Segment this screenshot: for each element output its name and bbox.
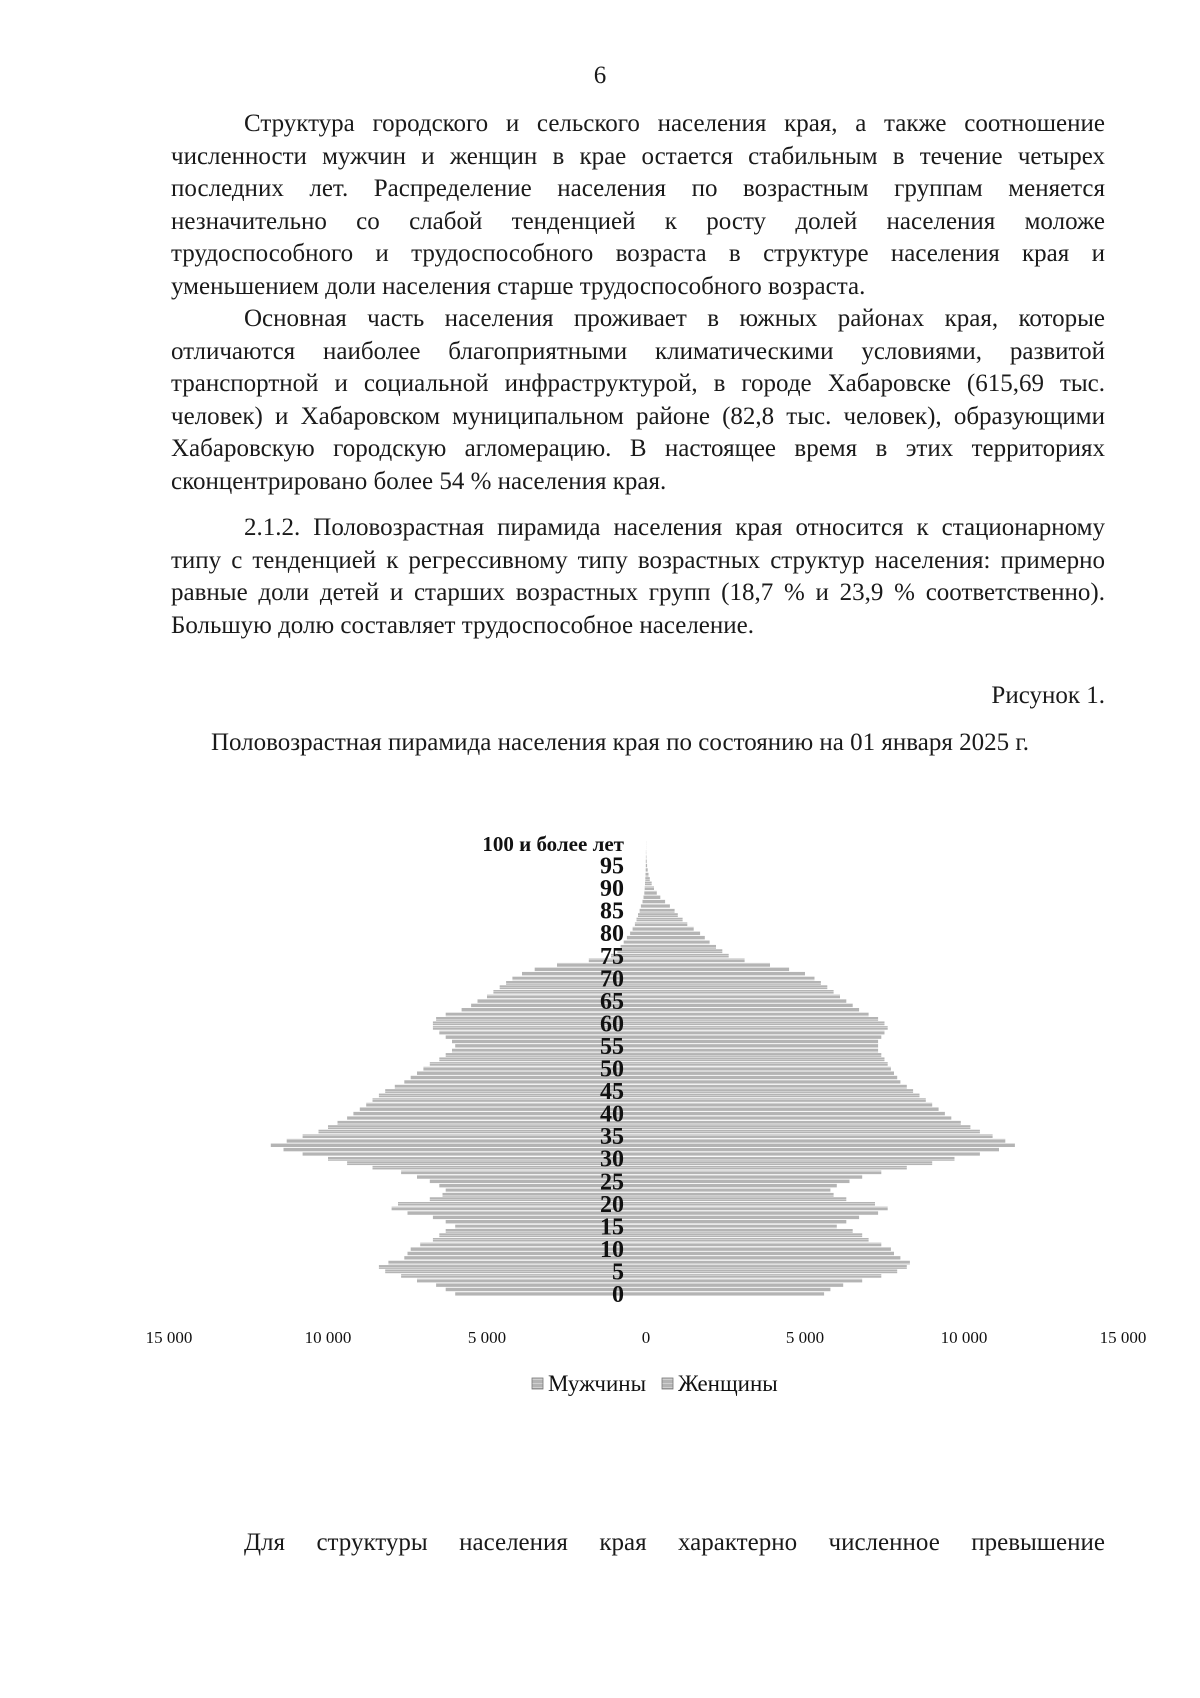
age-tick-label: 30 — [600, 1146, 624, 1173]
age-tick-label: 40 — [600, 1101, 624, 1128]
female-bar-age-20 — [646, 1202, 875, 1206]
age-tick-label: 80 — [600, 921, 624, 948]
female-bar-age-61 — [646, 1017, 878, 1021]
age-tick-label: 20 — [600, 1191, 624, 1218]
female-bar-age-65 — [646, 999, 846, 1003]
female-bar-age-89 — [646, 891, 657, 895]
female-bar-age-36 — [646, 1130, 980, 1134]
female-bar-age-23 — [646, 1188, 830, 1192]
female-bar-age-39 — [646, 1116, 951, 1120]
female-bar-age-7 — [646, 1261, 910, 1265]
paragraph-2: Основная часть населения проживает в южных районах края, которые отличаются наиболее благоприятными климатическими условиями, развитой транспортной и социальной инфраструктурой, в городе Хабаровске (615,69 тыс. человек) и Хабаровском муниципальном районе (82,8 тыс. человек), образующими Хабаровскую городскую агломерацию. В настоящее время в этих территориях сконцентрировано более 54 % населения края. — [171, 305, 1105, 495]
male-bar-age-72 — [535, 967, 646, 971]
female-bar-age-0 — [646, 1292, 824, 1296]
female-bar-age-75 — [646, 954, 729, 958]
paragraph-3: 2.1.2. Половозрастная пирамида населения края относится к стационарному типу с тенденцией к регрессивному типу возрастных структур населения: примерно равные доли детей и старших возрастных групп (18,7 % и 23,9 % соответственно). Большую долю составляет трудоспособное население. — [171, 514, 1105, 639]
legend-label: Женщины — [678, 1371, 778, 1396]
female-bar-age-29 — [646, 1161, 932, 1165]
male-bar-age-92 — [645, 877, 646, 881]
female-bar-age-73 — [646, 963, 770, 967]
female-bar-age-15 — [646, 1225, 837, 1229]
female-bar-age-26 — [646, 1175, 862, 1179]
female-bar-age-87 — [646, 900, 665, 904]
figure-caption: Половозрастная пирамида населения края по состоянию на 01 января 2025 г. — [210, 729, 1030, 756]
female-bar-age-6 — [646, 1265, 907, 1269]
female-bar-age-58 — [646, 1031, 885, 1035]
female-bar-age-88 — [646, 895, 660, 899]
male-bar-age-34 — [287, 1139, 646, 1143]
female-bar-age-53 — [646, 1053, 881, 1057]
male-bar-age-5 — [385, 1270, 646, 1274]
female-bar-age-79 — [646, 936, 705, 940]
male-bar-age-85 — [640, 909, 646, 913]
female-bar-age-1 — [646, 1288, 830, 1292]
male-bar-age-69 — [506, 981, 646, 985]
female-bar-age-50 — [646, 1067, 891, 1071]
legend-label: Мужчины — [548, 1371, 647, 1396]
male-bar-age-83 — [637, 918, 647, 922]
female-bar-age-80 — [646, 931, 700, 935]
female-bar-age-62 — [646, 1013, 869, 1017]
population-pyramid-chart — [0, 820, 1200, 1500]
age-tick-label: 15 — [600, 1214, 624, 1241]
male-bar-age-32 — [284, 1148, 647, 1152]
age-tick-label: 90 — [600, 876, 624, 903]
female-bar-age-81 — [646, 927, 694, 931]
female-bar-age-19 — [646, 1207, 888, 1211]
female-bar-age-43 — [646, 1098, 926, 1102]
female-bar-age-49 — [646, 1071, 894, 1075]
female-bar-age-78 — [646, 940, 710, 944]
male-bar-age-91 — [645, 882, 646, 886]
female-bar-age-95 — [646, 864, 647, 868]
age-tick-label: 100 и более лет — [482, 832, 624, 856]
female-bar-age-33 — [646, 1143, 1015, 1147]
age-tick-label: 0 — [612, 1282, 624, 1308]
female-bar-age-13 — [646, 1234, 862, 1238]
female-bar-age-71 — [646, 972, 805, 976]
age-tick-label: 85 — [600, 898, 624, 925]
female-bar-age-41 — [646, 1107, 939, 1111]
female-bar-age-91 — [646, 882, 652, 886]
male-bar-age-93 — [646, 873, 647, 877]
x-tick-label: 10 000 — [940, 1328, 988, 1347]
female-bar-age-76 — [646, 949, 722, 953]
age-tick-label: 25 — [600, 1169, 624, 1196]
female-bar-age-45 — [646, 1089, 913, 1093]
female-bar-age-4 — [646, 1274, 881, 1278]
female-bar-age-14 — [646, 1229, 853, 1233]
female-bar-age-2 — [646, 1283, 843, 1287]
female-bar-age-31 — [646, 1152, 980, 1156]
female-bar-age-3 — [646, 1279, 862, 1283]
female-bar-age-5 — [646, 1270, 897, 1274]
female-bar-age-10 — [646, 1247, 891, 1251]
female-bar-age-86 — [646, 904, 670, 908]
female-bar-age-59 — [646, 1026, 888, 1030]
female-bar-age-67 — [646, 990, 834, 994]
female-bar-age-34 — [646, 1139, 1005, 1143]
age-tick-label: 10 — [600, 1236, 624, 1263]
female-bar-age-54 — [646, 1049, 878, 1053]
female-bar-age-48 — [646, 1076, 897, 1080]
female-bar-age-82 — [646, 922, 687, 926]
female-bar-age-96 — [646, 859, 647, 863]
male-bar-age-89 — [644, 891, 646, 895]
female-bar-age-32 — [646, 1148, 999, 1152]
legend-swatch — [662, 1378, 673, 1389]
male-bar-age-33 — [271, 1143, 646, 1147]
female-bar-age-12 — [646, 1238, 869, 1242]
male-bar-age-90 — [645, 886, 646, 890]
male-bar-age-70 — [512, 977, 646, 981]
female-bar-age-22 — [646, 1193, 834, 1197]
female-bar-age-51 — [646, 1062, 888, 1066]
female-bar-age-37 — [646, 1125, 970, 1129]
female-bar-age-92 — [646, 877, 650, 881]
female-bar-age-57 — [646, 1035, 881, 1039]
male-bar-age-81 — [633, 927, 646, 931]
male-bar-age-79 — [627, 936, 646, 940]
male-bar-age-35 — [303, 1134, 646, 1138]
female-bar-age-47 — [646, 1080, 900, 1084]
female-bar-age-77 — [646, 945, 716, 949]
male-bar-age-78 — [624, 940, 646, 944]
female-bar-age-40 — [646, 1112, 945, 1116]
age-tick-label: 60 — [600, 1011, 624, 1038]
figure-label: Рисунок 1. — [991, 682, 1105, 709]
male-bar-age-82 — [635, 922, 646, 926]
female-bar-age-17 — [646, 1216, 859, 1220]
female-bar-age-84 — [646, 913, 678, 917]
male-bar-age-68 — [500, 986, 646, 990]
male-bar-age-86 — [641, 904, 646, 908]
legend-swatch — [532, 1378, 543, 1389]
female-bar-age-27 — [646, 1170, 881, 1174]
age-tick-label: 70 — [600, 966, 624, 993]
female-bar-age-24 — [646, 1184, 837, 1188]
male-bar-age-4 — [401, 1274, 646, 1278]
male-bar-age-80 — [630, 931, 646, 935]
female-bar-age-69 — [646, 981, 821, 985]
x-tick-label: 10 000 — [304, 1328, 352, 1347]
male-bar-age-31 — [303, 1152, 646, 1156]
age-tick-label: 45 — [600, 1079, 624, 1106]
x-tick-label: 5 000 — [785, 1328, 825, 1347]
female-bar-age-72 — [646, 967, 789, 971]
paragraph-4: Для структуры населения края характерно численное превышение — [244, 1529, 1105, 1556]
male-bar-age-36 — [319, 1130, 647, 1134]
x-tick-label: 5 000 — [467, 1328, 507, 1347]
male-bar-age-30 — [328, 1157, 646, 1161]
female-bar-age-18 — [646, 1211, 878, 1215]
female-bar-age-16 — [646, 1220, 846, 1224]
x-tick-label: 15 000 — [145, 1328, 193, 1347]
male-bar-age-37 — [328, 1125, 646, 1129]
female-bar-age-25 — [646, 1179, 850, 1183]
female-bar-age-11 — [646, 1243, 881, 1247]
age-tick-label: 35 — [600, 1124, 624, 1151]
male-bar-age-87 — [643, 900, 647, 904]
male-bar-age-84 — [638, 913, 646, 917]
female-bar-age-44 — [646, 1094, 920, 1098]
female-bar-age-38 — [646, 1121, 961, 1125]
age-tick-label: 55 — [600, 1034, 624, 1060]
age-tick-label: 75 — [600, 943, 624, 970]
female-bar-age-21 — [646, 1197, 846, 1201]
female-bar-age-46 — [646, 1085, 907, 1089]
female-bar-age-9 — [646, 1252, 894, 1256]
female-bar-age-30 — [646, 1157, 955, 1161]
female-bar-age-60 — [646, 1022, 885, 1026]
male-bar-age-6 — [379, 1265, 646, 1269]
female-bar-age-56 — [646, 1040, 878, 1044]
female-bar-age-93 — [646, 873, 649, 877]
male-bar-age-71 — [522, 972, 646, 976]
female-bar-age-68 — [646, 986, 827, 990]
paragraph-1: Структура городского и сельского населения края, а также соотношение численности мужчин и женщин в крае остается стабильным в течение четырех последних лет. Распределение населения по возрастным группам меняется незначительно со слабой тенденцией к росту долей населения моложе трудоспособного и трудоспособного возраста в структуре населения края и уменьшением доли населения старше трудоспособного возраста. — [171, 110, 1105, 300]
age-tick-label: 5 — [612, 1259, 624, 1286]
female-bar-age-63 — [646, 1008, 859, 1012]
female-bar-age-85 — [646, 909, 675, 913]
age-tick-label: 50 — [600, 1056, 624, 1083]
page-number: 6 — [593, 62, 607, 89]
female-bar-age-83 — [646, 918, 683, 922]
female-bar-age-90 — [646, 886, 654, 890]
female-bar-age-94 — [646, 868, 648, 872]
female-bar-age-8 — [646, 1256, 900, 1260]
female-bar-age-52 — [646, 1058, 885, 1062]
x-tick-label: 0 — [641, 1328, 651, 1347]
female-bar-age-42 — [646, 1103, 932, 1107]
female-bar-age-64 — [646, 1004, 853, 1008]
x-tick-label: 15 000 — [1099, 1328, 1147, 1347]
female-bar-age-66 — [646, 995, 840, 999]
female-bar-age-28 — [646, 1166, 907, 1170]
female-bar-age-70 — [646, 977, 815, 981]
female-bar-age-35 — [646, 1134, 993, 1138]
female-bar-age-74 — [646, 958, 745, 962]
age-tick-label: 65 — [600, 988, 624, 1015]
male-bar-age-88 — [644, 895, 647, 899]
age-tick-label: 95 — [600, 853, 624, 880]
male-bar-age-77 — [621, 945, 646, 949]
female-bar-age-55 — [646, 1044, 878, 1048]
